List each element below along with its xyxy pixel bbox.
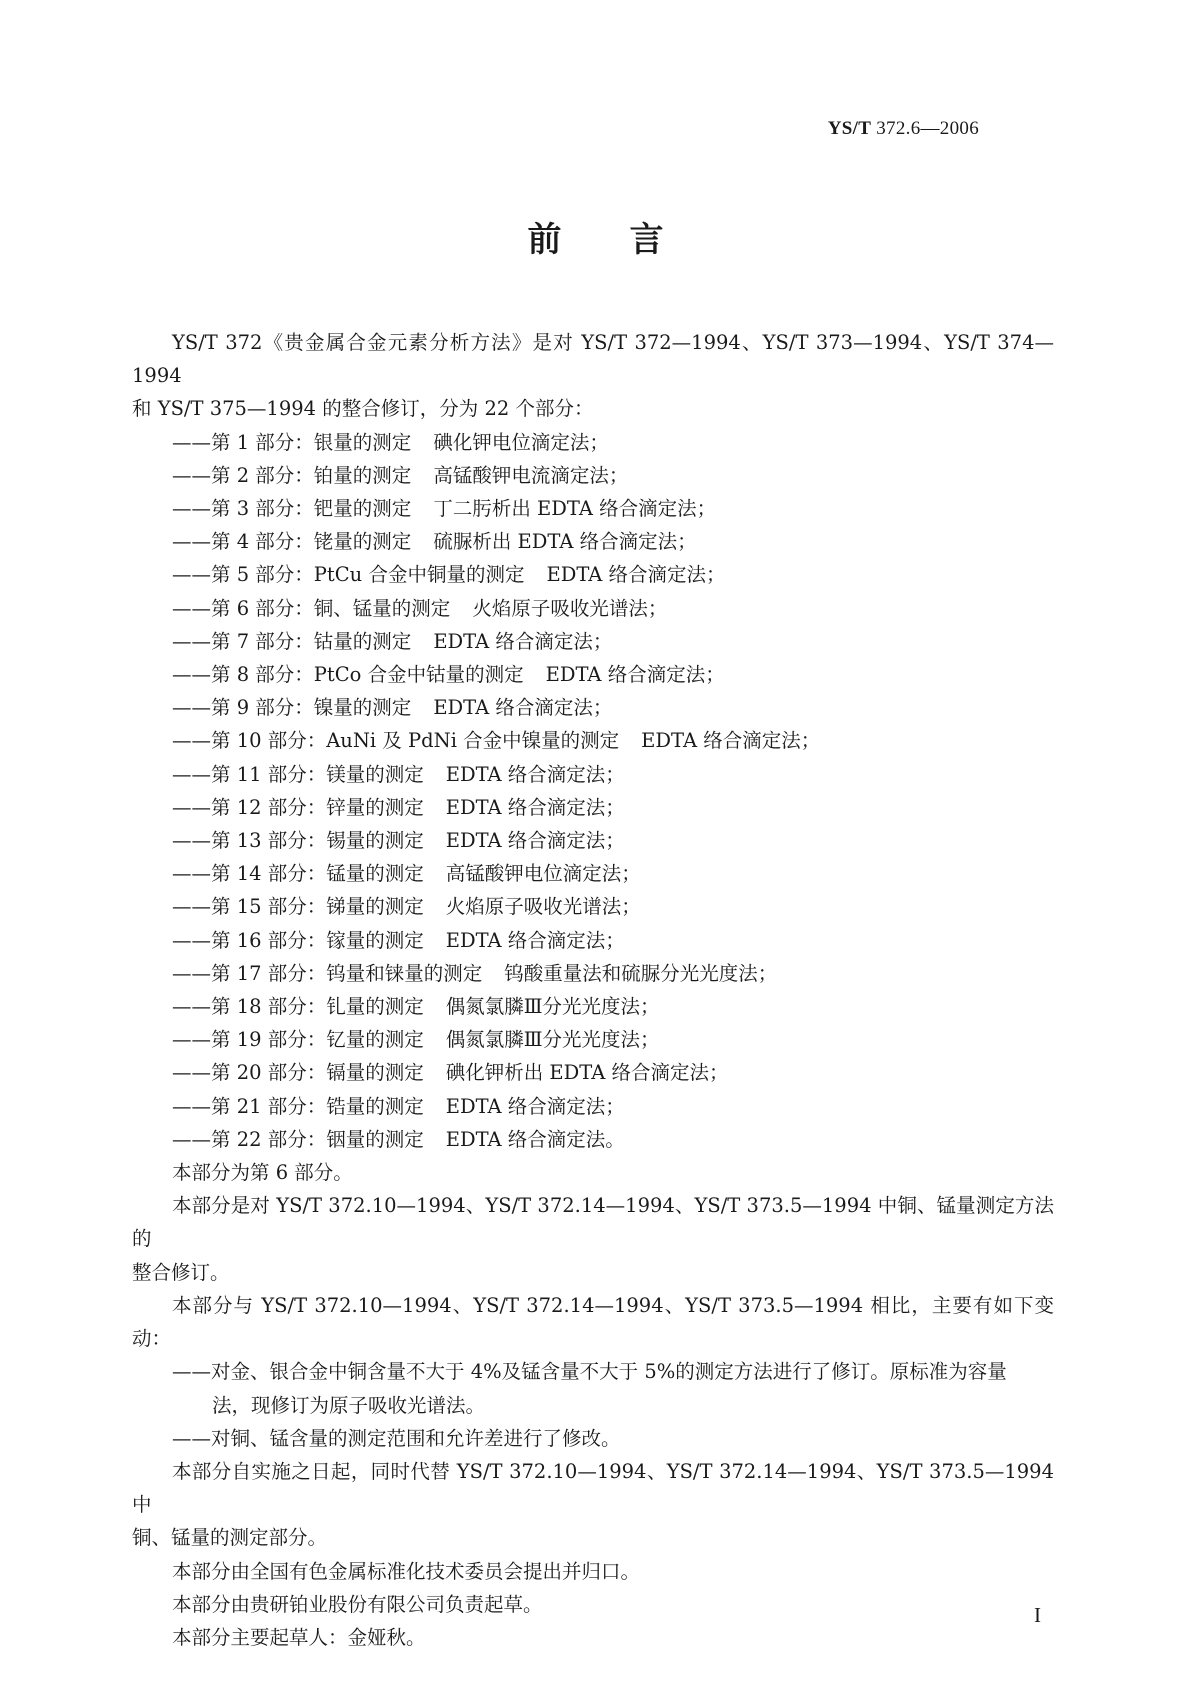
proposer-paragraph: 本部分由全国有色金属标准化技术委员会提出并归口。	[172, 1559, 641, 1583]
list-item	[132, 525, 1054, 558]
list-item	[132, 1023, 1054, 1056]
list-item	[132, 459, 1054, 492]
this-part-paragraph: 本部分为第 6 部分。	[172, 1161, 353, 1185]
list-item	[132, 724, 1054, 757]
part-method: EDTA 络合滴定法；	[445, 795, 625, 819]
list-item	[132, 592, 1054, 625]
part-label: ——第 21 部分：锆量的测定	[172, 1094, 424, 1118]
revision-paragraph-cont	[132, 1256, 1054, 1289]
list-item	[132, 758, 1054, 791]
page-title	[0, 212, 1191, 261]
list-item	[132, 625, 1054, 658]
parts-list	[132, 426, 1054, 1156]
drafter-org-paragraph: 本部分由贵研铂业股份有限公司负责起草。	[172, 1592, 543, 1616]
list-item	[132, 1090, 1054, 1123]
change-line-1: ——对铜、锰含量的测定范围和允许差进行了修改。	[172, 1426, 621, 1450]
part-label: ——第 6 部分：铜、锰量的测定	[172, 596, 451, 620]
part-label: ——第 2 部分：铂量的测定	[172, 463, 412, 487]
part-method: 碘化钾电位滴定法；	[433, 430, 609, 454]
list-item	[132, 957, 1054, 990]
part-method: 硫脲析出 EDTA 络合滴定法；	[433, 530, 697, 554]
list-item	[132, 492, 1054, 525]
part-label: ——第 8 部分：PtCo 合金中钴量的测定	[172, 663, 524, 687]
list-item	[132, 824, 1054, 857]
part-method: EDTA 络合滴定法；	[445, 762, 625, 786]
standard-prefix: YS/T	[827, 118, 872, 139]
part-method: 高锰酸钾电位滴定法；	[445, 862, 641, 886]
part-label: ——第 11 部分：镁量的测定	[172, 762, 424, 786]
standard-number: 372.6—2006	[876, 118, 979, 139]
part-label: ——第 13 部分：锡量的测定	[172, 829, 424, 853]
change-item	[132, 1422, 1054, 1455]
part-method: 高锰酸钾电流滴定法；	[433, 463, 629, 487]
part-method: 丁二肟析出 EDTA 络合滴定法；	[433, 497, 717, 521]
change-item	[132, 1355, 1054, 1421]
part-method: 偶氮氯膦Ⅲ分光光度法；	[445, 1028, 660, 1052]
part-method: 偶氮氯膦Ⅲ分光光度法；	[445, 995, 660, 1019]
part-method: EDTA 络合滴定法；	[445, 928, 625, 952]
title-char-1: 前	[527, 220, 562, 260]
intro-line-1: YS/T 372《贵金属合金元素分析方法》是对 YS/T 372—1994、YS/T 373—1994、YS/T 374—1994	[132, 331, 1054, 388]
part-method: 钨酸重量法和硫脲分光光度法；	[504, 961, 778, 985]
page-number: I	[1034, 1603, 1041, 1627]
part-label: ——第 10 部分：AuNi 及 PdNi 合金中镍量的测定	[172, 729, 620, 753]
list-item	[132, 857, 1054, 890]
part-method: 碘化钾析出 EDTA 络合滴定法；	[445, 1061, 729, 1085]
list-item	[132, 426, 1054, 459]
part-method: EDTA 络合滴定法。	[445, 1127, 625, 1151]
part-label: ——第 12 部分：锌量的测定	[172, 795, 424, 819]
replace-paragraph-cont	[132, 1521, 1054, 1554]
part-method: EDTA 络合滴定法；	[445, 829, 625, 853]
part-label: ——第 17 部分：钨量和铼量的测定	[172, 961, 483, 985]
drafter-person-paragraph: 本部分主要起草人：金娅秋。	[172, 1625, 426, 1649]
part-label: ——第 22 部分：铟量的测定	[172, 1127, 424, 1151]
part-method: EDTA 络合滴定法；	[641, 729, 821, 753]
part-method: 火焰原子吸收光谱法；	[445, 895, 641, 919]
part-method: 火焰原子吸收光谱法；	[472, 596, 668, 620]
list-item	[132, 924, 1054, 957]
part-label: ——第 5 部分：PtCu 合金中铜量的测定	[172, 563, 525, 587]
revision-paragraph	[132, 1189, 1054, 1255]
part-label: ——第 14 部分：锰量的测定	[172, 862, 424, 886]
compare-paragraph: 本部分与 YS/T 372.10—1994、YS/T 372.14—1994、YS/T 373.5—1994 相比，主要有如下变动：	[132, 1293, 1054, 1351]
revision-line-2: 整合修订。	[132, 1260, 230, 1284]
list-item	[132, 658, 1054, 691]
part-method: EDTA 络合滴定法；	[546, 563, 726, 587]
part-method: EDTA 络合滴定法；	[445, 1094, 625, 1118]
part-method: EDTA 络合滴定法；	[433, 696, 613, 720]
part-method: EDTA 络合滴定法；	[545, 663, 725, 687]
list-item	[132, 890, 1054, 923]
part-label: ——第 16 部分：镓量的测定	[172, 928, 424, 952]
replace-line-1: 本部分自实施之日起，同时代替 YS/T 372.10—1994、YS/T 372.14—1994、YS/T 373.5—1994 中	[132, 1459, 1054, 1517]
part-label: ——第 18 部分：钆量的测定	[172, 995, 424, 1019]
intro-paragraph	[132, 326, 1054, 392]
list-item	[132, 1123, 1054, 1156]
part-label: ——第 19 部分：钇量的测定	[172, 1028, 424, 1052]
list-item	[132, 558, 1054, 591]
list-item	[132, 691, 1054, 724]
title-char-2: 言	[629, 220, 664, 260]
part-label: ——第 1 部分：银量的测定	[172, 430, 412, 454]
replace-line-2: 铜、锰量的测定部分。	[132, 1526, 328, 1550]
part-label: ——第 9 部分：镍量的测定	[172, 696, 412, 720]
part-label: ——第 3 部分：钯量的测定	[172, 497, 412, 521]
intro-line-2: 和 YS/T 375—1994 的整合修订，分为 22 个部分：	[132, 397, 594, 421]
standard-code	[828, 118, 979, 140]
change-line-1: ——对金、银合金中铜含量不大于 4%及锰含量不大于 5%的测定方法进行了修订。原标准为容量	[172, 1360, 1007, 1384]
list-item	[132, 990, 1054, 1023]
foreword-body	[132, 326, 1054, 1654]
change-line-2: 法，现修订为原子吸收光谱法。	[212, 1393, 486, 1417]
part-label: ——第 20 部分：镉量的测定	[172, 1061, 424, 1085]
replace-paragraph	[132, 1455, 1054, 1521]
part-label: ——第 4 部分：铑量的测定	[172, 530, 412, 554]
part-label: ——第 7 部分：钴量的测定	[172, 629, 412, 653]
revision-line-1: 本部分是对 YS/T 372.10—1994、YS/T 372.14—1994、YS/T 373.5—1994 中铜、锰量测定方法的	[132, 1194, 1054, 1251]
intro-paragraph-cont	[132, 392, 1054, 425]
list-item	[132, 791, 1054, 824]
list-item	[132, 1056, 1054, 1089]
part-method: EDTA 络合滴定法；	[433, 629, 613, 653]
part-label: ——第 15 部分：锑量的测定	[172, 895, 424, 919]
